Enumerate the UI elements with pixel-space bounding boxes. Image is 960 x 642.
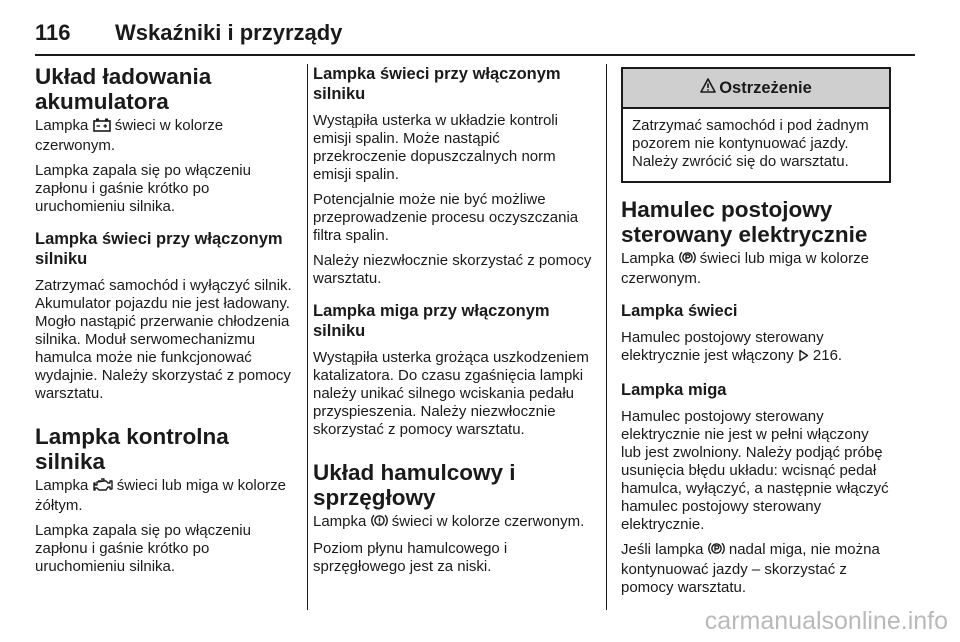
subheading: Lampka świeci bbox=[621, 302, 738, 320]
paragraph: Lampka świeci lub miga w kolorze żółtym. bbox=[35, 477, 286, 514]
column-divider bbox=[606, 64, 607, 610]
section-title-engine-light: Lampka kontrolna silnika bbox=[35, 424, 229, 474]
page-reference-arrow-icon[interactable] bbox=[798, 349, 809, 367]
watermark: carmanualsonline.info bbox=[704, 607, 948, 635]
warning-body bbox=[623, 109, 889, 181]
paragraph: Zatrzymać samochód i wyłączyć silnik. Akumulator pojazdu nie jest ładowany. Mogło nastąpić przerwanie chłodzenia silnika. Moduł serwomechanizmu hamulca może nie funkcjonować wydajnie. Należy skorzystać z pomocy warsztatu. bbox=[35, 277, 292, 402]
section-title-charging-system: Układ ładowania akumulatora bbox=[35, 64, 212, 114]
paragraph: Jeśli lampka nadal miga, nie można kontynuować jazdy – skorzystać z pomocy warsztatu. bbox=[621, 541, 880, 596]
warning-box bbox=[621, 67, 891, 183]
subheading: Lampka miga bbox=[621, 381, 727, 399]
brake-warning-icon bbox=[371, 513, 388, 533]
parking-brake-icon bbox=[679, 250, 696, 270]
paragraph: Należy niezwłocznie skorzystać z pomocy warsztatu. bbox=[313, 252, 592, 287]
column-middle bbox=[313, 64, 597, 583]
column-divider bbox=[307, 64, 308, 610]
subheading: Lampka świeci przy włączonym silniku bbox=[313, 65, 561, 103]
paragraph: Lampka zapala się po włączeniu zapłonu i gaśnie krótko po uruchomieniu silnika. bbox=[35, 162, 251, 215]
paragraph: Lampka świeci lub miga w kolorze czerwonym. bbox=[621, 250, 869, 287]
paragraph: Potencjalnie może nie być możliwe przeprowadzenie procesu oczyszczania filtra spalin. bbox=[313, 191, 579, 244]
section-title-parking-brake: Hamulec postojowy sterowany elektrycznie bbox=[621, 197, 868, 247]
paragraph: Wystąpiła usterka w układzie kontroli emisji spalin. Może nastąpić przekroczenie dopuszczalnych norm emisji spalin. bbox=[313, 112, 558, 183]
battery-icon bbox=[93, 118, 111, 137]
page-title: Wskaźniki i przyrządy bbox=[115, 20, 343, 45]
column-left bbox=[35, 64, 303, 583]
parking-brake-icon bbox=[708, 541, 725, 561]
paragraph: Poziom płynu hamulcowego i sprzęgłowego jest za niski. bbox=[313, 540, 508, 575]
warning-header bbox=[623, 69, 889, 109]
paragraph: Lampka świeci w kolorze czerwonym. bbox=[35, 117, 224, 154]
paragraph: Lampka świeci w kolorze czerwonym. bbox=[313, 513, 597, 533]
paragraph: Lampka zapala się po włączeniu zapłonu i gaśnie krótko po uruchomieniu silnika. bbox=[35, 522, 251, 575]
section-title-brake-system: Układ hamulcowy i sprzęgłowy bbox=[313, 460, 516, 510]
paragraph: Hamulec postojowy sterowany elektrycznie nie jest w pełni włączony lub jest zwolniony. Należy podjąć próbę usunięcia błędu układu: wcisnąć pedał hamulca, wyłączyć, a następnie włączyć hamulec postojowy sterowany elektrycznie. bbox=[621, 408, 889, 533]
subheading: Lampka miga przy włączonym silniku bbox=[313, 302, 550, 340]
paragraph: Wystąpiła usterka grożąca uszkodzeniem katalizatora. Do czasu zgaśnięcia lampki należy unikać silnego wciskania pedału przyspieszenia. Należy niezwłocznie skorzystać z pomocy warsztatu. bbox=[313, 349, 589, 438]
paragraph: Hamulec postojowy sterowany elektrycznie jest włączony 216. bbox=[621, 329, 891, 367]
warning-triangle-icon bbox=[700, 78, 719, 98]
page-header bbox=[35, 20, 915, 56]
subheading: Lampka świeci przy włączonym silniku bbox=[35, 230, 283, 268]
page-number: 116 bbox=[35, 20, 71, 45]
warning-title: Ostrzeżenie bbox=[719, 78, 812, 97]
column-right bbox=[621, 64, 891, 604]
warning-text: Zatrzymać samochód i pod żadnym pozorem nie kontynuować jazdy. Należy zwrócić się do warsztatu. bbox=[632, 117, 869, 170]
engine-icon bbox=[93, 478, 113, 497]
